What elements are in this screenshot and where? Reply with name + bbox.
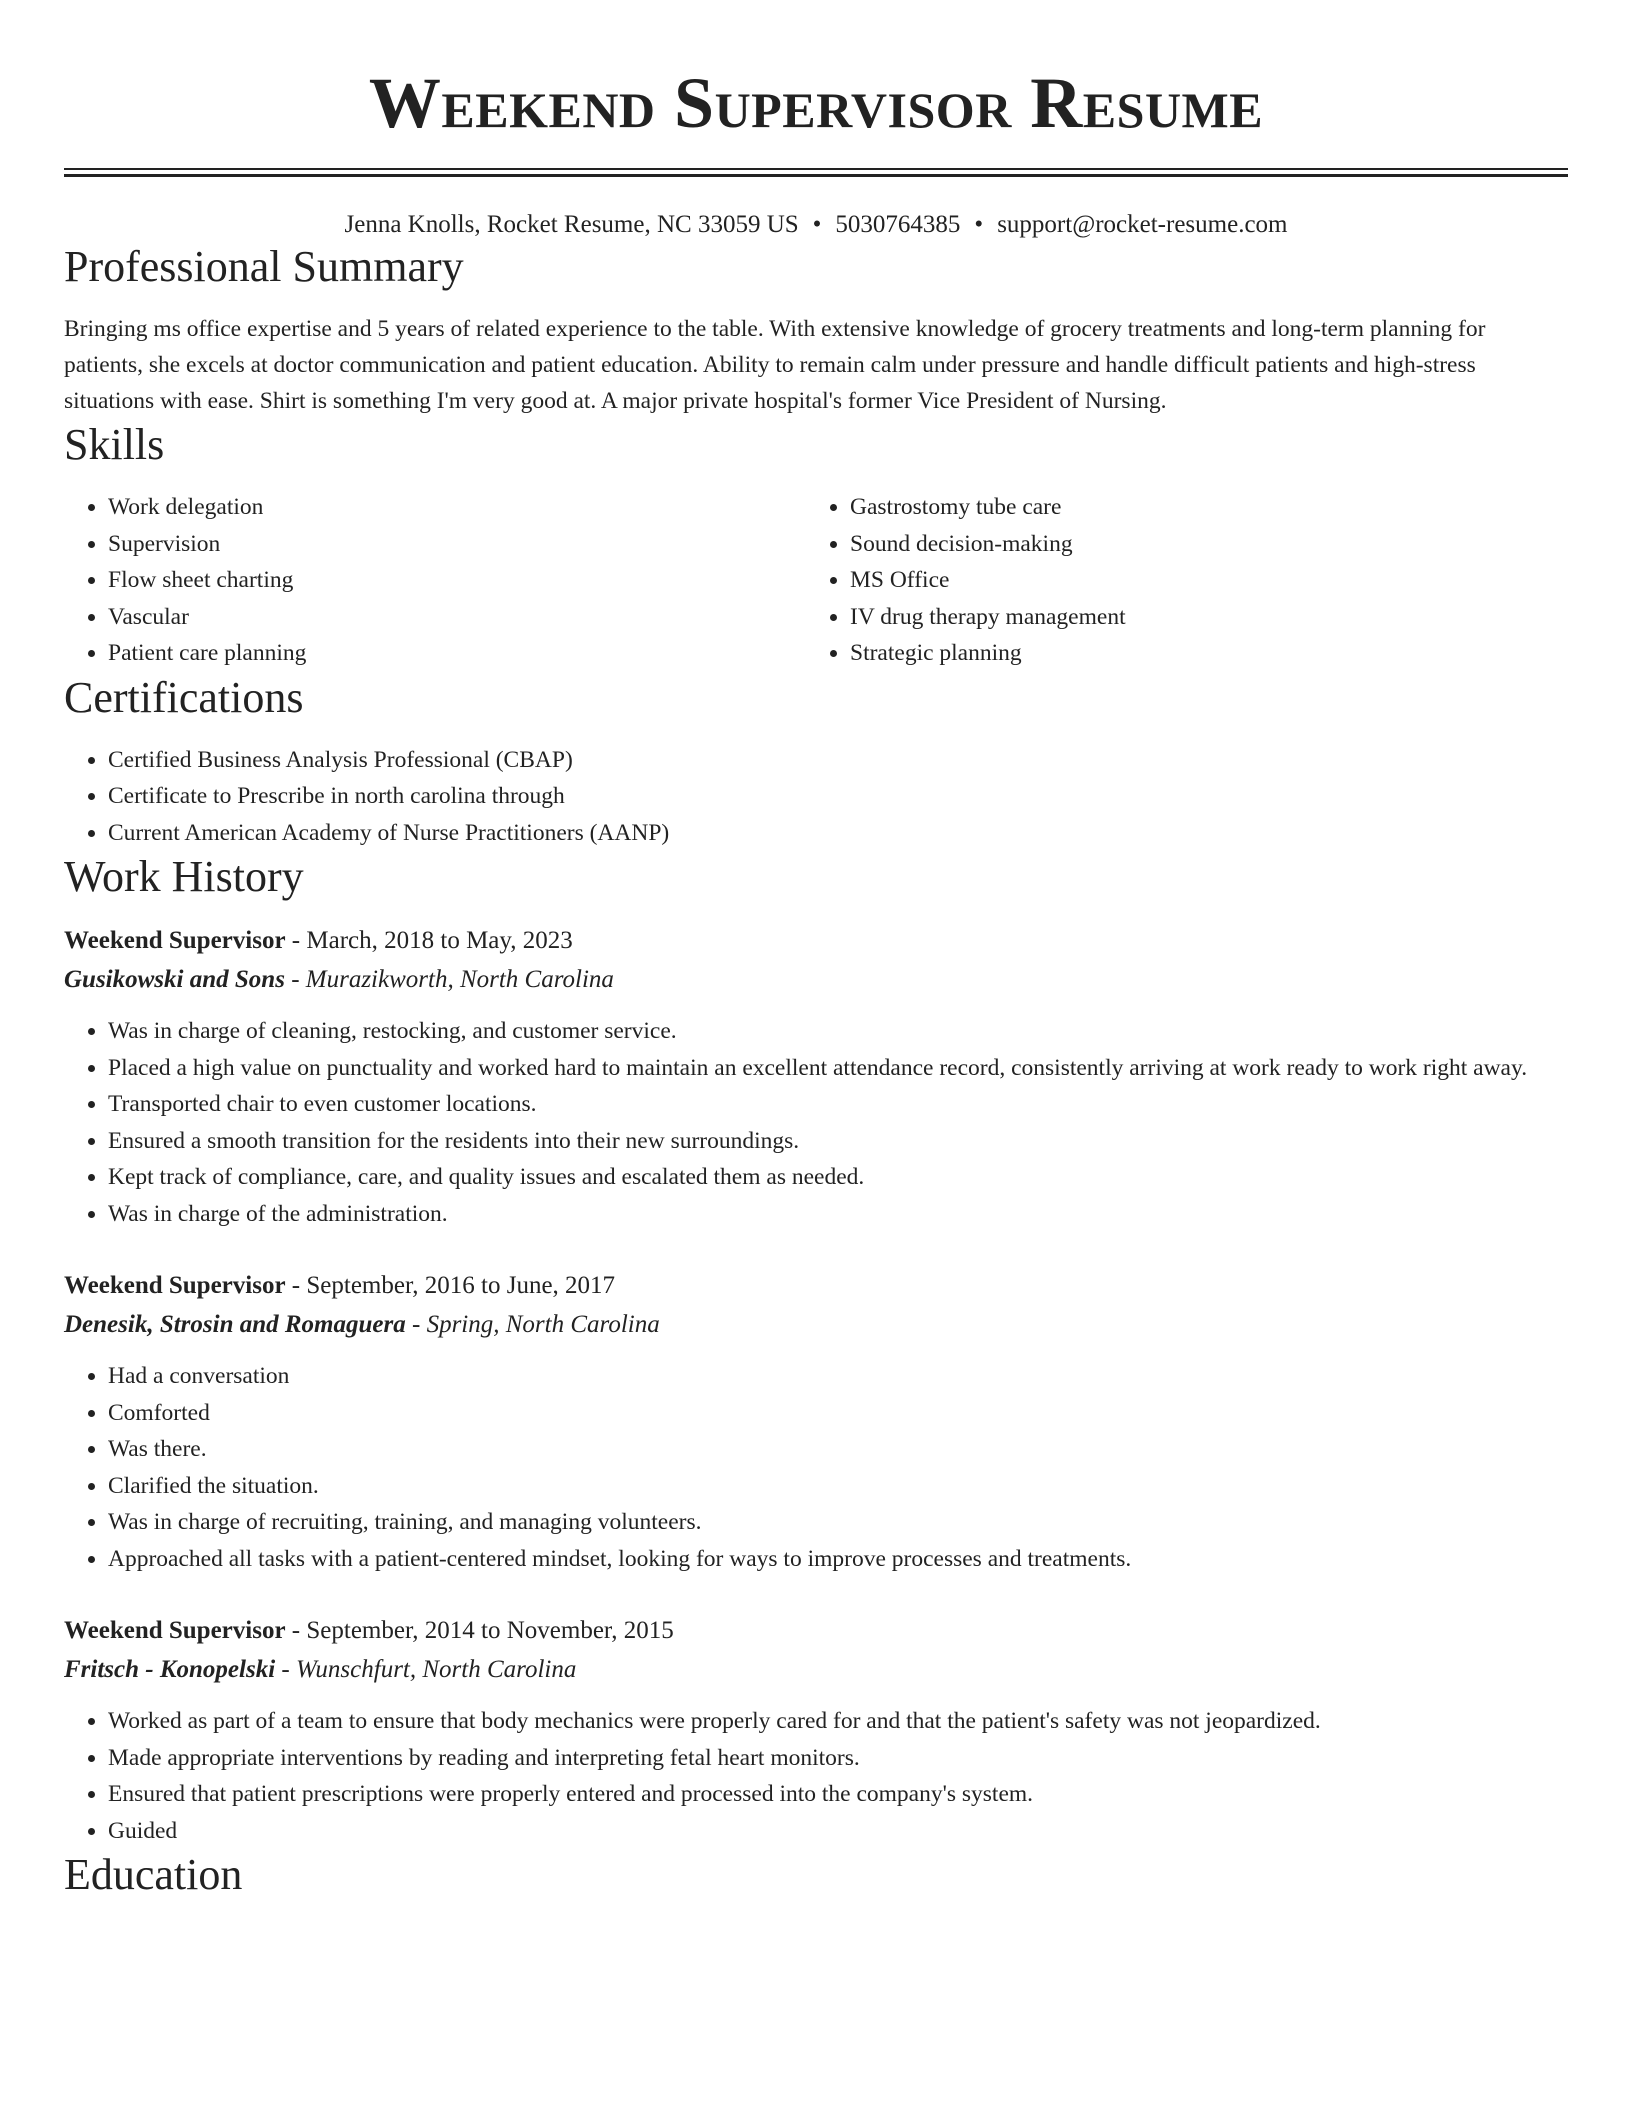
job-dates: - September, 2016 to June, 2017 (285, 1272, 616, 1299)
job-duty-item: • Clarified the situation. (108, 1468, 1568, 1505)
job-company-line (64, 1650, 1568, 1689)
skill-item: • IV drug therapy management (850, 599, 1548, 636)
skill-item: • Sound decision-making (850, 526, 1548, 563)
job-entry (64, 1611, 1568, 1849)
resume-title: Weekend Supervisor Resume (368, 63, 1264, 143)
job-duty-item: • Ensured that patient prescriptions were properly entered and processed into the company's system. (108, 1776, 1568, 1813)
certification-item: • Current American Academy of Nurse Practitioners (AANP) (108, 815, 1568, 852)
job-duty-item: • Had a conversation (108, 1358, 1568, 1395)
job-duty-item: • Transported chair to even customer locations. (108, 1086, 1568, 1123)
certifications-list (64, 742, 1568, 852)
job-duty-item: • Worked as part of a team to ensure that body mechanics were properly cared for and that the patient's safety was not jeopardized. (108, 1703, 1568, 1740)
skill-item: • Work delegation (108, 489, 806, 526)
job-location: - Wunschfurt, North Carolina (275, 1656, 577, 1683)
summary-heading: Professional Summary (64, 242, 464, 291)
job-duty-item: • Ensured a smooth transition for the residents into their new surroundings. (108, 1123, 1568, 1160)
contact-email: support@rocket-resume.com (997, 211, 1288, 238)
skill-item: • Flow sheet charting (108, 562, 806, 599)
job-duty-item: • Placed a high value on punctuality and worked hard to maintain an excellent attendance record, consistently arriving at work ready to work right away. (108, 1050, 1568, 1087)
job-company: Denesik, Strosin and Romaguera (64, 1311, 406, 1338)
job-title-line (64, 1266, 1568, 1305)
job-entry (64, 921, 1568, 1232)
job-duty-item: • Was in charge of cleaning, restocking, and customer service. (108, 1013, 1568, 1050)
skills-list-right (806, 489, 1548, 672)
job-company: Fritsch - Konopelski (64, 1656, 276, 1683)
job-location: - Spring, North Carolina (405, 1311, 660, 1338)
title-double-rule (64, 168, 1568, 177)
job-duty-item: • Comforted (108, 1395, 1568, 1432)
skill-item: • Vascular (108, 599, 806, 636)
job-company-line (64, 1305, 1568, 1344)
job-duty-item: • Was in charge of recruiting, training, and managing volunteers. (108, 1504, 1568, 1541)
certification-item: • Certificate to Prescribe in north carolina through (108, 778, 1568, 815)
job-duty-item: • Guided (108, 1813, 1568, 1850)
certification-item: • Certified Business Analysis Professional (CBAP) (108, 742, 1568, 779)
skill-item: • Supervision (108, 526, 806, 563)
skills-heading: Skills (64, 420, 165, 469)
education-heading: Education (64, 1850, 243, 1899)
skill-item: • Strategic planning (850, 635, 1548, 672)
job-location: - Murazikworth, North Carolina (284, 966, 614, 993)
job-duties-list (64, 1013, 1568, 1232)
contact-line (64, 209, 1568, 241)
skill-item: • MS Office (850, 562, 1548, 599)
contact-phone: 5030764385 (835, 211, 961, 238)
job-title-line (64, 921, 1568, 960)
job-duty-item: • Approached all tasks with a patient-centered mindset, looking for ways to improve processes and treatments. (108, 1541, 1568, 1578)
job-duty-item: • Kept track of compliance, care, and quality issues and escalated them as needed. (108, 1159, 1568, 1196)
skills-column-right (806, 489, 1548, 672)
skill-item: • Patient care planning (108, 635, 806, 672)
job-entry (64, 1266, 1568, 1577)
job-dates: - March, 2018 to May, 2023 (285, 927, 573, 954)
contact-address: Jenna Knolls, Rocket Resume, NC 33059 US (344, 211, 799, 238)
contact-separator: • (974, 211, 984, 238)
job-title: Weekend Supervisor (64, 1272, 286, 1299)
job-company: Gusikowski and Sons (64, 966, 285, 993)
job-duty-item: • Was there. (108, 1431, 1568, 1468)
summary-text: Bringing ms office expertise and 5 years of related experience to the table. With extensive knowledge of grocery treatments and long-term planning for patients, she excels at doctor communication and patient education. Ability to remain calm under pressure and handle difficult patients and high-stress situations with ease. Shirt is something I'm very good at. A major private hospital's former Vice President of Nursing. (64, 316, 1486, 414)
skills-columns (64, 489, 1568, 672)
job-dates: - September, 2014 to November, 2015 (285, 1617, 674, 1644)
skills-column-left (64, 489, 806, 672)
job-duties-list (64, 1358, 1568, 1577)
skills-list-left (64, 489, 806, 672)
job-duties-list (64, 1703, 1568, 1849)
work-history-heading: Work History (64, 852, 304, 901)
skill-item: • Gastrostomy tube care (850, 489, 1548, 526)
job-duty-item: • Was in charge of the administration. (108, 1196, 1568, 1233)
job-duty-item: • Made appropriate interventions by reading and interpreting fetal heart monitors. (108, 1740, 1568, 1777)
contact-separator: • (812, 211, 822, 238)
certifications-heading: Certifications (64, 672, 304, 722)
job-company-line (64, 960, 1568, 999)
job-title: Weekend Supervisor (64, 1617, 286, 1644)
job-title-line (64, 1611, 1568, 1650)
job-title: Weekend Supervisor (64, 927, 286, 954)
